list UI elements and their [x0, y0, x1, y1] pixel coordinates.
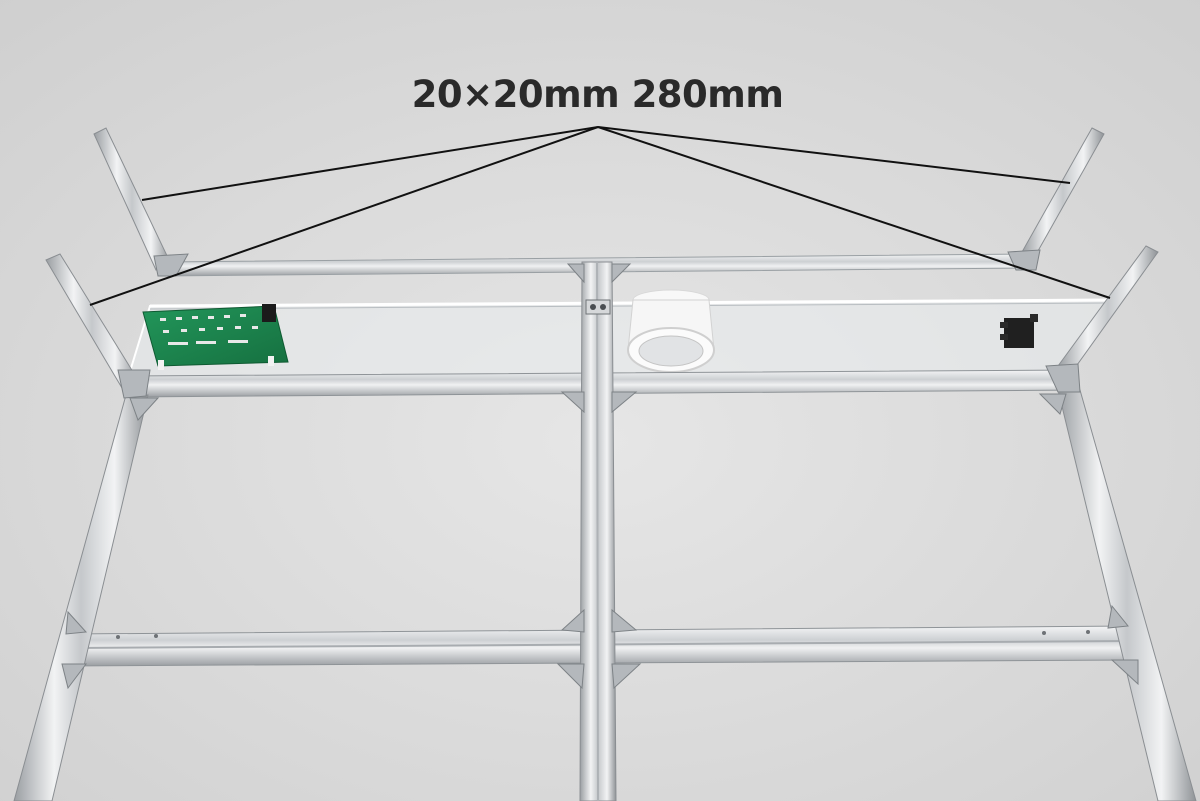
black-connector [1000, 314, 1038, 348]
pcb-board [143, 304, 288, 370]
round-duct [628, 290, 714, 372]
center-joint [586, 300, 610, 314]
dimension-label: 20×20mm 280mm [411, 73, 784, 116]
center-rail [580, 262, 616, 801]
